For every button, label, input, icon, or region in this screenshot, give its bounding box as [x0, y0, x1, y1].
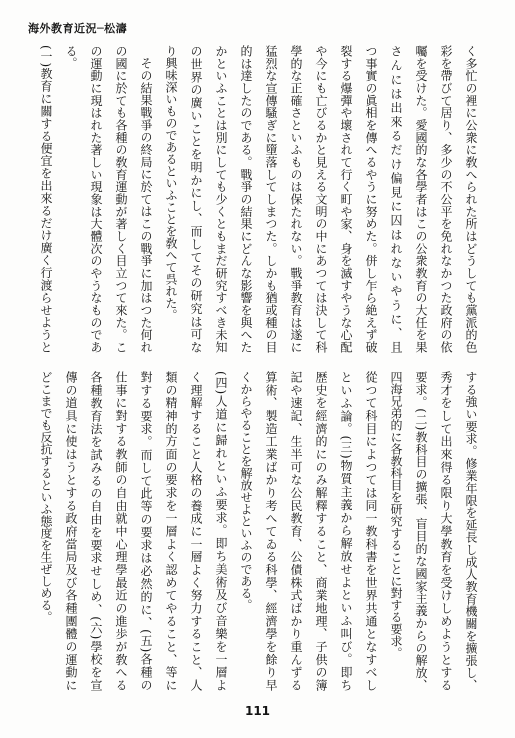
- text-column: く理解すること人格の養成に一層よく努力すること、人: [189, 371, 203, 691]
- text-column: や今にも亡びるかと見える文明の中にあつては決して科: [314, 45, 328, 353]
- text-column: 歴史を經濟的にのみ解釋すること、商業地理、子供の簿: [314, 371, 328, 691]
- text-column: 秀才をして出來得る限り大學教育を受けしめようとする: [439, 371, 453, 691]
- text-column: つ事實の眞相を傳へるやうに努めた。併し乍ら絶えず破: [364, 45, 378, 353]
- text-column: 各種教育法を試みるの自由を要求せしめ、(六)學校を宣: [89, 371, 103, 691]
- text-column: さんには出來るだけ偏見に囚はれないやうに、且: [389, 45, 403, 353]
- text-column: (四)人道に歸れといふ要求。即ち美術及び音樂を一層よ: [214, 371, 228, 691]
- text-column: の運動に現はれた著しい現象は大體次のやうなものであ: [89, 45, 103, 353]
- text-column: の國に於ても各種の敎育運動が著しく目立つて來た。こ: [114, 45, 128, 353]
- text-column: 裂する爆彈や壞されて行く町や家、身を滅すやうな心配: [339, 45, 353, 353]
- lower-text-block: [33, 371, 483, 691]
- text-column: する強い要求。修業年限を延長し成人教育機關を擴張し、: [464, 371, 478, 692]
- text-column: 彩を帶びて居り、多少の不公平を免れなかつた政府の依: [439, 45, 453, 353]
- text-column: かといふことは別にしても少くともまだ研究すべき未知: [214, 45, 228, 353]
- text-column: くからやることを解放せよといふのである。: [239, 371, 253, 611]
- text-column: 的は達したのである。戰爭の結果にどんな影響を與へた: [239, 45, 253, 353]
- text-column: 要求。(二)教科目の擴張、盲目的な國家主義からの解放、: [414, 371, 428, 691]
- text-column: (一)教育に關する便宜を出來るだけ廣く行渡らせようと: [39, 45, 53, 353]
- text-column: 算術、製造工業ばかり考へてゐる科學、經濟學を餘り早: [264, 371, 278, 691]
- text-column: 猛烈な宣傳騷ぎに墮落してしまつた。しかも猶或種の目: [264, 45, 278, 353]
- text-column: 仕事に對する教師の自由就中心理學最近の進歩が敎へる: [114, 371, 128, 691]
- text-column: 類の精神的方面の要求を一層よく認めてやること、等に: [164, 371, 178, 691]
- text-column: 從つて科目によつては同一教科書を世界共通となすべし: [364, 371, 378, 691]
- text-column: どこまでも反抗するといふ態度を生ぜしめる。: [39, 371, 53, 623]
- text-column: 記や速記、生半可な公民教育、公債株式ばかり重んずる: [289, 371, 303, 691]
- text-column: り興味深いものであるといふことを敎へて呉れた。: [164, 45, 178, 321]
- page-number: 111: [244, 704, 271, 718]
- upper-text-block: [33, 45, 483, 353]
- text-column: の世界の廣いことを明かにし、而してその研究は可な: [189, 45, 203, 354]
- text-column: その結果戰爭の終局に於てはこの戰爭に加はつた何れ: [139, 57, 153, 353]
- running-head: 海外教育近況─松濤: [28, 22, 128, 35]
- text-column: といふ論。(三)物質主義から解放せよといふ叫び。即ち: [339, 371, 353, 691]
- text-column: 學的な正確さといふものは保たれない。戰爭教育は遂に: [289, 45, 303, 353]
- text-column: 對する要求。而して此等の要求は必然的に、(五)各種の: [139, 371, 153, 691]
- text-column: 傳の道具に使はうとする政府當局及び各種團體の運動に: [64, 371, 78, 691]
- text-column: る。: [64, 45, 78, 69]
- text-column: 囑を受けた。愛國的な各學者はこの公衆教育の大任を果: [414, 45, 428, 353]
- text-column: 四海兄弟的に各教科目を研究することに對する要求。: [389, 371, 403, 659]
- text-column: く多忙の裡に公衆に敎へられた所はどうしても黨派的色: [464, 45, 478, 353]
